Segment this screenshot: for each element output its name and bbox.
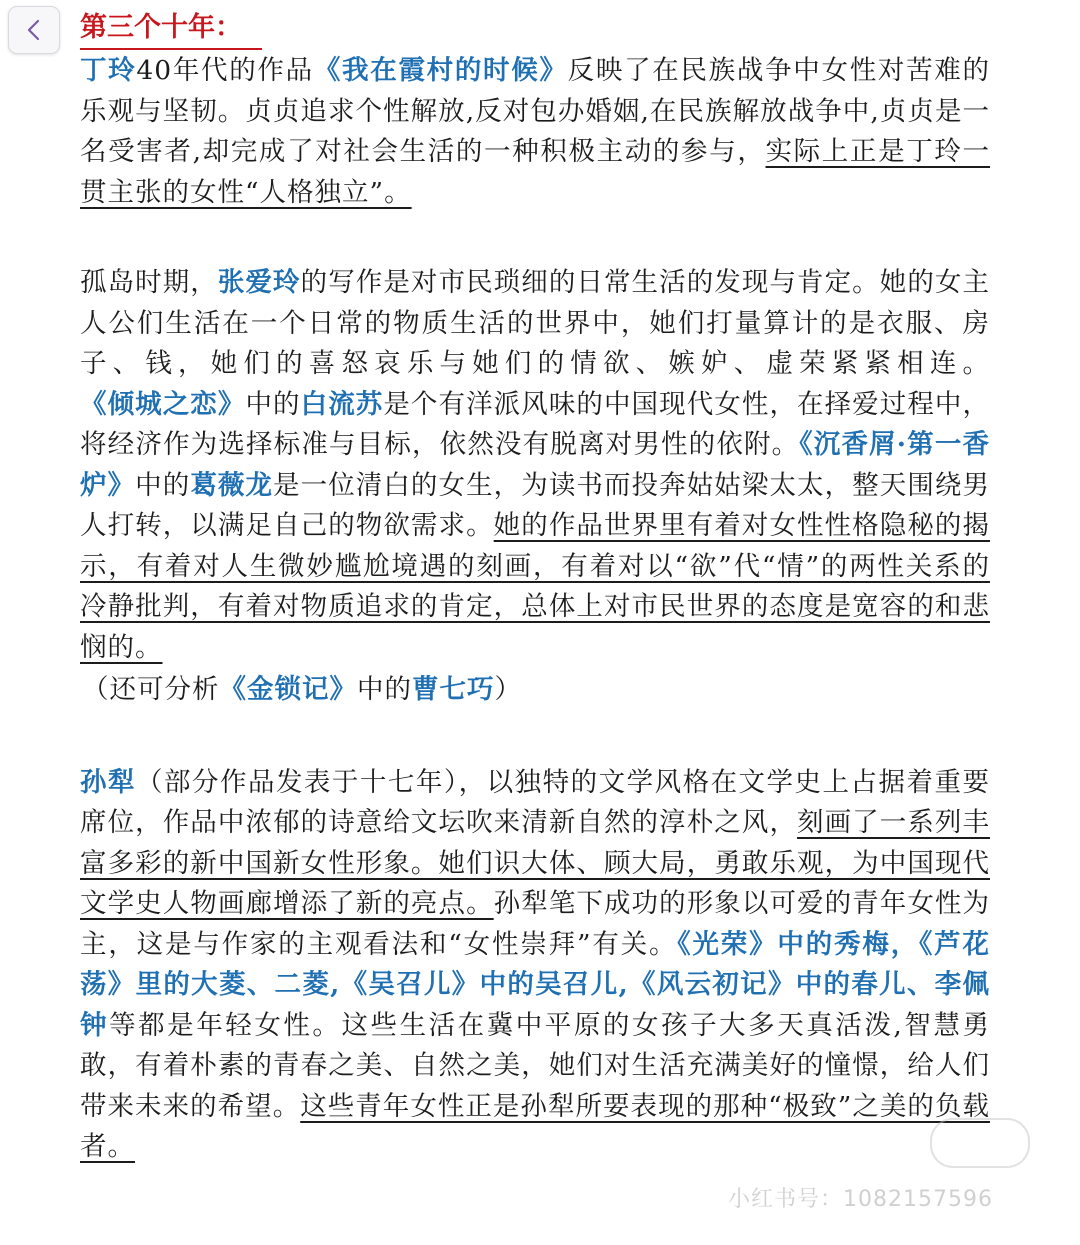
text-segment: 是一位清白的女生，为读书而投奔姑姑梁太太，整天围绕男人打转，以满足自己的物欲需求。 (80, 469, 990, 541)
text-segment: 的写作是对市民琐细的日常生活的发现与肯定。她的女主人公们生活在一个日常的物质生活的世界中，她们打量算计的是衣服、房子、钱，她们的喜怒哀乐与她们的情欲、嫉妒、虚荣紧紧相连。 (80, 267, 990, 379)
text-segment: （部分作品发表于十七年），以独特的文学风格在文学史上占据着重要席位，作品中浓郁的诗意给文坛吹来清新自然的淳朴之风， (80, 766, 990, 838)
text-segment: 反映了在民族战争中女性对苦难的乐观与坚韧。贞贞追求个性解放,反对包办婚姻,在民族解放战争中,贞贞是一名受害者,却完成了对社会生活的一种积极主动的参与， (80, 55, 991, 167)
text-segment: 等都是年轻女性。这些生活在冀中平原的女孩子大多天真活泼,智慧勇敢，有着朴素的青春之美、自然之美，她们对生活充满美好的憧憬，给人们带来未来的希望。 (80, 1009, 990, 1122)
highlight-text: 《倾城之恋》 (80, 388, 246, 420)
text-segment: 孤岛时期， (80, 267, 218, 298)
text-segment: 孙犁笔下成功的形象以可爱的青年女性为主，这是与作家的主观看法和“女性崇拜”有关。 (80, 888, 990, 960)
chevron-left-icon (23, 17, 45, 43)
paragraph-ding-ling (80, 51, 990, 213)
highlight-text: 孙犁 (80, 766, 136, 798)
watermark-logo (930, 1118, 1030, 1168)
text-segment: 中的 (135, 469, 191, 501)
watermark: 小红书号：1082157596 (728, 1187, 993, 1212)
highlight-text: 丁玲 (80, 55, 137, 86)
text-segment: （还可分析 (82, 674, 220, 705)
text-segment: 是个有洋派风味的中国现代女性，在择爱过程中，将经济作为选择标准与目标，依然没有脱离对男性的依附。 (80, 388, 990, 460)
highlight-text: 《我在霞村的时候》 (313, 55, 568, 86)
highlight-text: 《光荣》中的秀梅，《芦花荡》里的大菱、二菱,《吴召儿》中的吴召儿,《风云初记》中的春儿、李佩钟 (80, 928, 990, 1041)
highlight-text: 张爱玲 (217, 267, 301, 298)
highlight-text: 《金锁记》 (219, 674, 357, 705)
paragraph-sun-li (80, 763, 990, 1168)
text-segment: ） (494, 674, 522, 705)
document-page (80, 8, 990, 1168)
paragraph-jin-suo-ji-note (80, 670, 990, 711)
text-segment: 中的 (357, 674, 412, 705)
highlight-text: 白流苏 (300, 388, 384, 420)
paragraph-zhang-ailing (80, 263, 990, 668)
highlight-text: 《沉香屑·第一香炉》 (80, 429, 991, 501)
text-segment: 40年代的作品 (136, 55, 314, 86)
underlined-text: 刻画了一系列丰富多彩的新中国新女性形象。她们识大体、顾大局，勇敢乐观，为中国现代文学史人物画廊增添了新的亮点。 (80, 807, 990, 919)
highlight-text: 曹七巧 (412, 674, 495, 705)
underlined-text: 这些青年女性正是孙犁所要表现的那种“极致”之美的负载者。 (80, 1090, 990, 1162)
section-title: 第三个十年： (80, 8, 262, 50)
text-segment: 中的 (245, 388, 301, 420)
underlined-text: 她的作品世界里有着对女性性格隐秘的揭示，有着对人生微妙尴尬境遇的刻画，有着对以“欲”代“情”的两性关系的冷静批判，有着对物质追求的肯定，总体上对市民世界的态度是宽容的和悲悯的。 (80, 510, 990, 663)
back-button[interactable] (8, 6, 60, 54)
underlined-text: 实际上正是丁玲一贯主张的女性“人格独立”。 (80, 136, 990, 208)
highlight-text: 葛薇龙 (190, 469, 274, 501)
